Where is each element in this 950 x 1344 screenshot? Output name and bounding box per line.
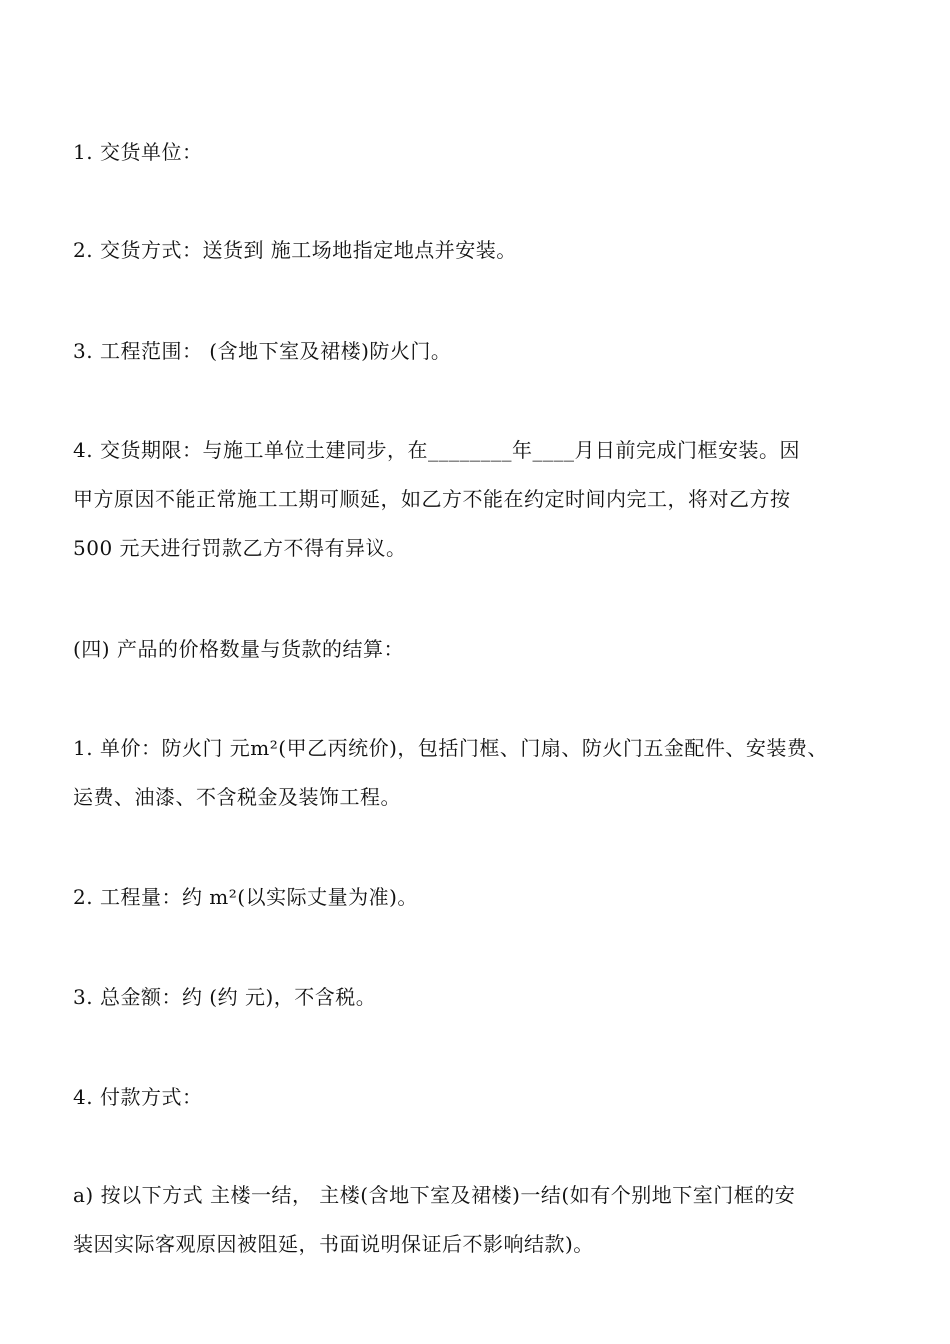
text-line: 3. 总金额：约 (约 元)，不含税。 — [73, 985, 377, 1009]
text-line: 500 元天进行罚款乙方不得有异议。 — [73, 536, 407, 560]
text-line: 2. 交货方式：送货到 施工场地指定地点并安装。 — [73, 238, 517, 262]
text-line: 装因实际客观原因被阻延，书面说明保证后不影响结款)。 — [73, 1232, 594, 1256]
section-heading-pricing — [73, 625, 891, 674]
text-line: (四) 产品的价格数量与货款的结算： — [73, 637, 404, 661]
text-line: 1. 单价：防火门 元m²(甲乙丙统价)，包括门框、门扇、防火门五金配件、安装费、 — [73, 736, 828, 760]
text-line: 4. 付款方式： — [73, 1085, 203, 1109]
text-line: a) 按以下方式 主楼一结， 主楼(含地下室及裙楼)一结(如有个别地下室门框的安 — [73, 1183, 796, 1207]
unit-price-paragraph — [73, 724, 891, 822]
text-line: 3. 工程范围： (含地下室及裙楼)防火门。 — [73, 339, 452, 363]
text-line: 甲方原因不能正常施工工期可顺延，如乙方不能在约定时间内完工，将对乙方按 — [73, 487, 791, 511]
delivery-method-paragraph — [73, 226, 891, 275]
text-line: 运费、油漆、不含税金及装饰工程。 — [73, 785, 401, 809]
payment-method-paragraph — [73, 1073, 891, 1122]
total-amount-paragraph — [73, 973, 891, 1022]
payment-terms-paragraph — [73, 1171, 891, 1269]
text-line: 4. 交货期限：与施工单位土建同步，在________年____月日前完成门框安装。因 — [73, 438, 800, 462]
delivery-unit-paragraph — [73, 128, 891, 177]
text-line: 1. 交货单位： — [73, 140, 203, 164]
delivery-deadline-paragraph — [73, 426, 891, 573]
text-line: 2. 工程量：约 m²(以实际丈量为准)。 — [73, 885, 418, 909]
quantity-paragraph — [73, 873, 891, 922]
project-scope-paragraph — [73, 327, 891, 376]
